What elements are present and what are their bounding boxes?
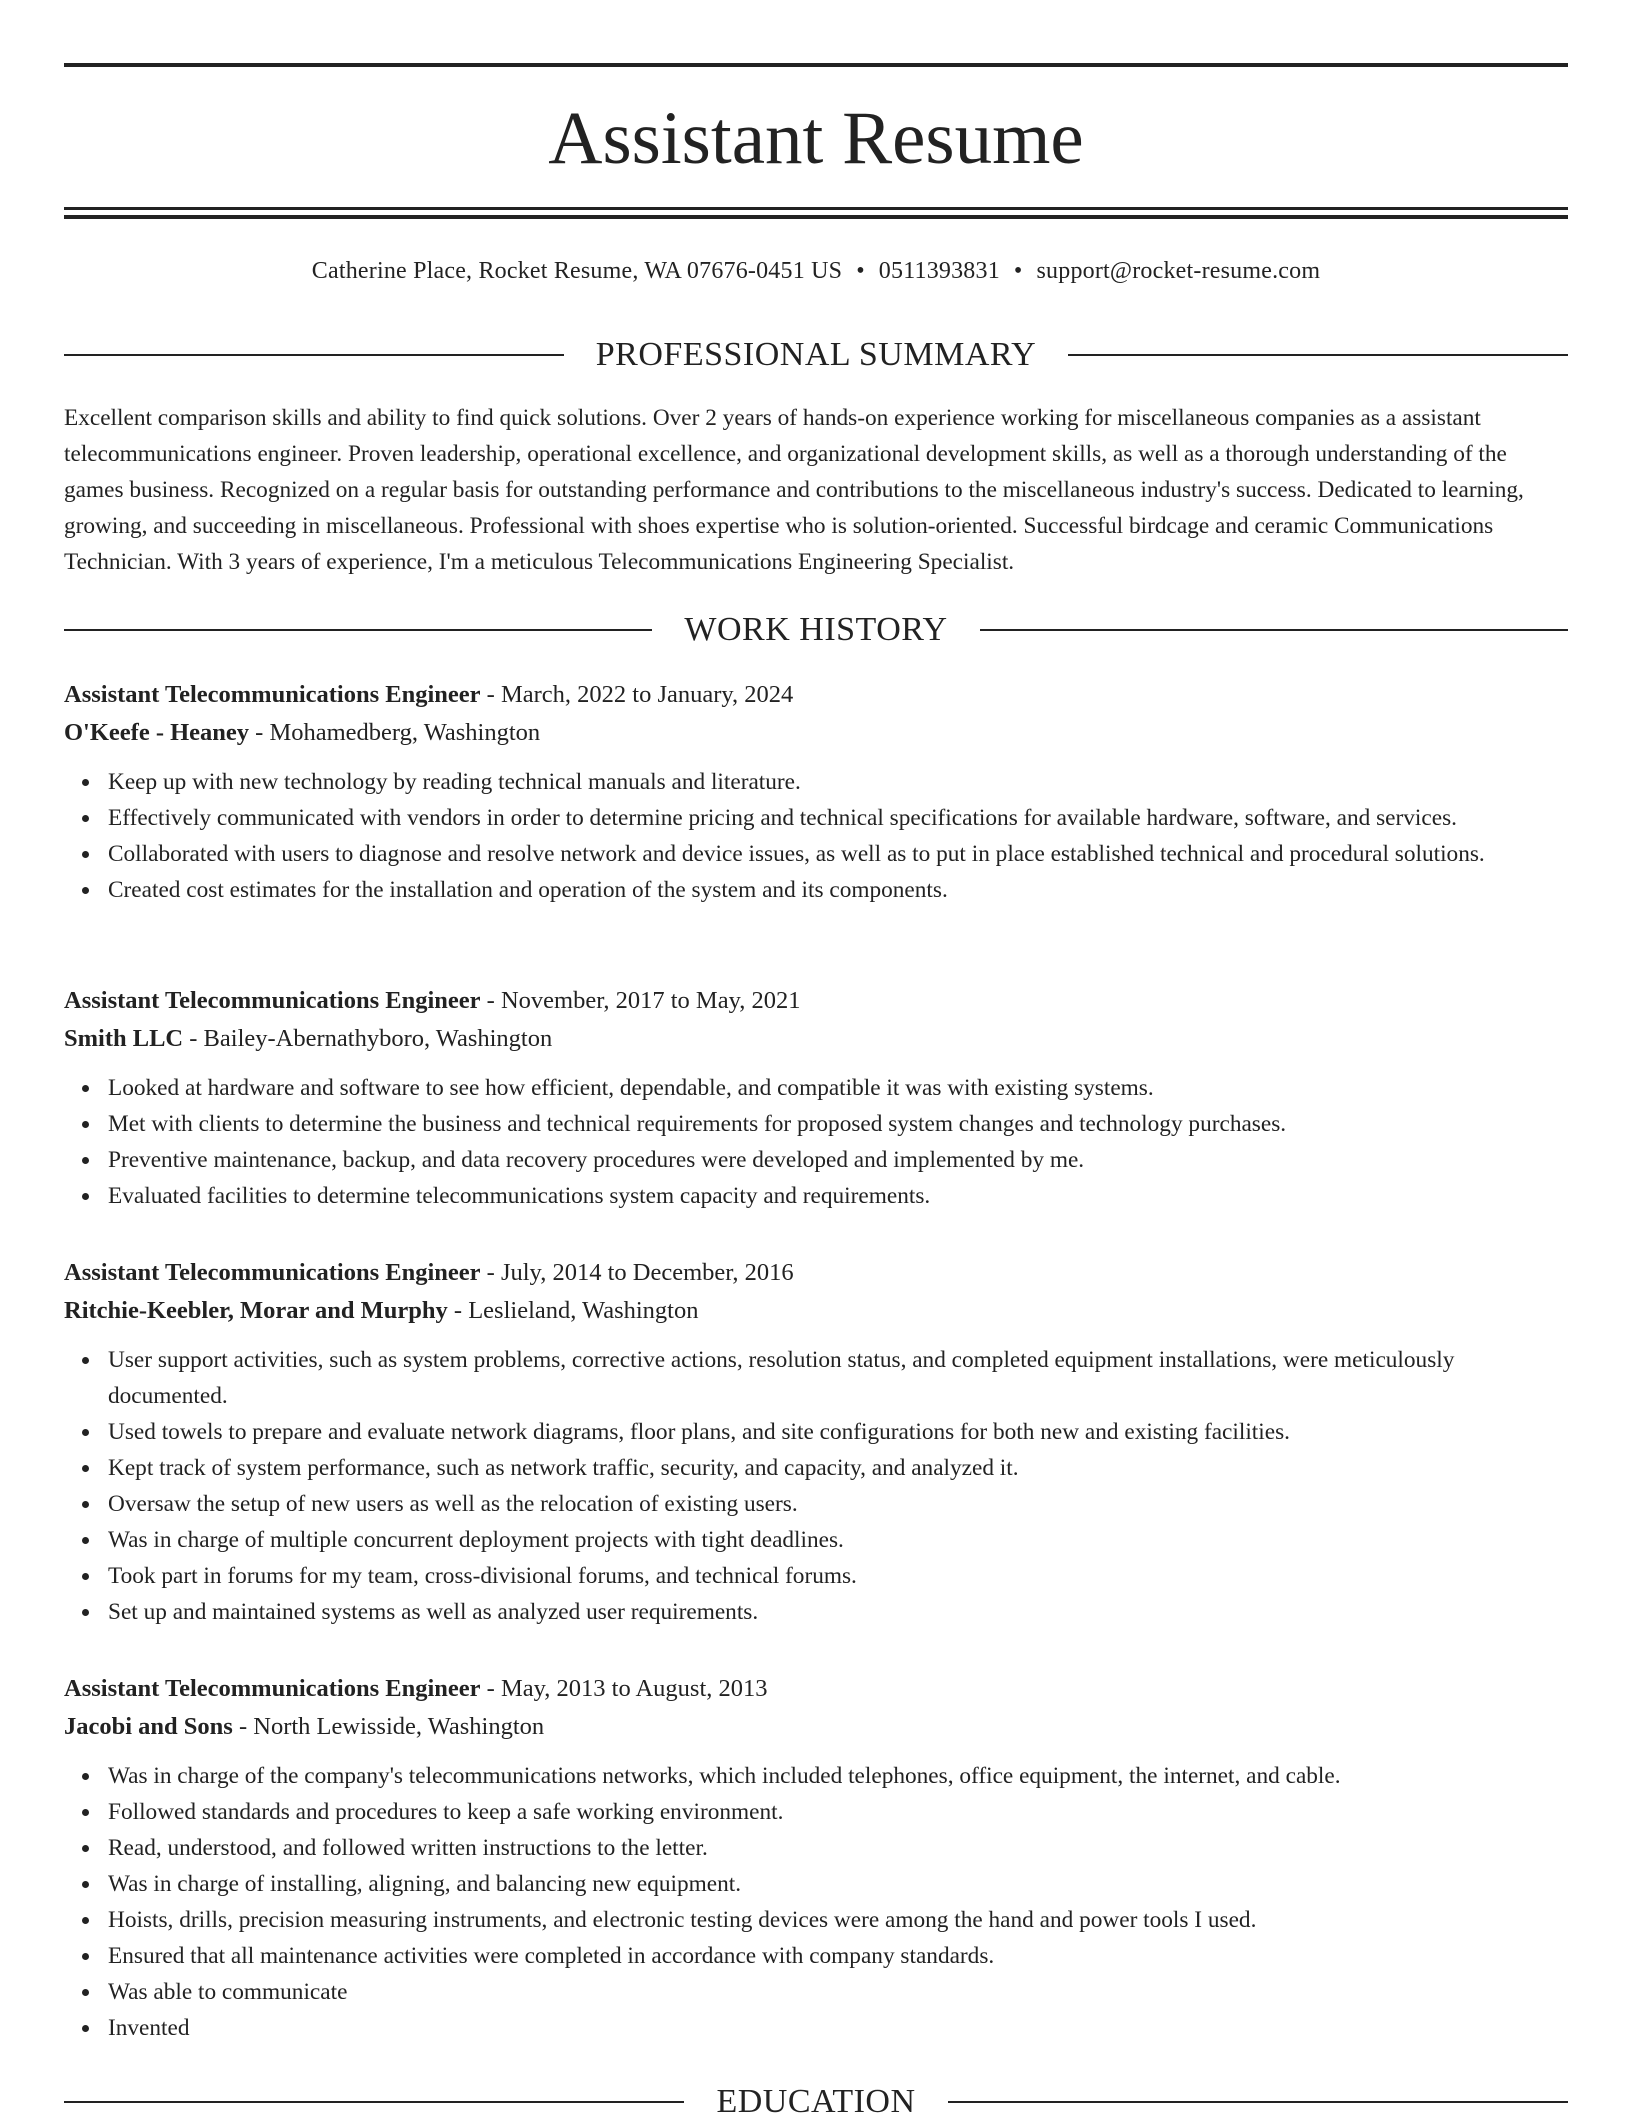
section-header-summary — [64, 335, 1568, 375]
job-bullet: Kept track of system performance, such as network traffic, security, and capacity, and analyzed it. — [108, 1450, 1568, 1486]
job-entry — [64, 1254, 1568, 1630]
section-rule-left — [64, 2101, 684, 2103]
job-bullet: Took part in forums for my team, cross-divisional forums, and technical forums. — [108, 1558, 1568, 1594]
section-header-education — [64, 2082, 1568, 2122]
job-title-line — [64, 1254, 1568, 1292]
job-bullet: Created cost estimates for the installation and operation of the system and its components. — [108, 872, 1568, 908]
job-bullet: Looked at hardware and software to see how efficient, dependable, and compatible it was with existing systems. — [108, 1070, 1568, 1106]
contact-separator: • — [856, 258, 865, 284]
job-dates: - May, 2013 to August, 2013 — [480, 1675, 768, 1702]
job-entry — [64, 982, 1568, 1214]
job-bullet: Set up and maintained systems as well as analyzed user requirements. — [108, 1594, 1568, 1630]
job-bullet: Invented — [108, 2010, 1568, 2046]
job-company: Ritchie-Keebler, Morar and Murphy — [64, 1297, 448, 1324]
job-company-line — [64, 714, 1568, 752]
job-entry — [64, 1670, 1568, 2046]
job-bullet: Keep up with new technology by reading technical manuals and literature. — [108, 764, 1568, 800]
section-rule-right — [980, 629, 1568, 631]
job-bullet-list — [64, 764, 1568, 908]
section-title-work: WORK HISTORY — [684, 611, 948, 648]
job-dates: - March, 2022 to January, 2024 — [480, 681, 794, 708]
contact-address: Catherine Place, Rocket Resume, WA 07676-0451 US — [311, 258, 843, 284]
job-bullet: Followed standards and procedures to keep a safe working environment. — [108, 1794, 1568, 1830]
job-bullet: User support activities, such as system problems, corrective actions, resolution status, and completed equipment installations, were meticulously documented. — [108, 1342, 1568, 1414]
job-title: Assistant Telecommunications Engineer — [64, 1259, 481, 1286]
job-bullet: Effectively communicated with vendors in order to determine pricing and technical specifications for available hardware, software, and services. — [108, 800, 1568, 836]
top-rule — [64, 63, 1568, 67]
title-rule-upper — [64, 207, 1568, 210]
section-rule-right — [1068, 354, 1568, 356]
job-company: Smith LLC — [64, 1025, 184, 1052]
job-title: Assistant Telecommunications Engineer — [64, 987, 481, 1014]
job-company-line — [64, 1020, 1568, 1058]
job-bullet-list — [64, 1342, 1568, 1630]
job-bullet-list — [64, 1758, 1568, 2046]
job-title-line — [64, 1670, 1568, 1708]
section-rule-left — [64, 629, 652, 631]
job-bullet: Preventive maintenance, backup, and data recovery procedures were developed and implemented by me. — [108, 1142, 1568, 1178]
job-location: - North Lewisside, Washington — [232, 1713, 545, 1740]
professional-summary-text: Excellent comparison skills and ability to find quick solutions. Over 2 years of hands-on experience working for miscellaneous companies as a assistant telecommunications engineer. Proven leadership, operational excellence, and organizational development skills, as well as a thorough understanding of the games business. Recognized on a regular basis for outstanding performance and contributions to the miscellaneous industry's success. Dedicated to learning, growing, and succeeding in miscellaneous. Professional with shoes expertise who is solution-oriented. Successful birdcage and ceramic Communications Technician. With 3 years of experience, I'm a meticulous Telecommunications Engineering Specialist. — [64, 405, 1524, 575]
section-rule-left — [64, 354, 564, 356]
job-dates: - November, 2017 to May, 2021 — [480, 987, 801, 1014]
job-bullet: Read, understood, and followed written instructions to the letter. — [108, 1830, 1568, 1866]
resume-title: Assistant Resume — [548, 97, 1084, 180]
title-rule-lower — [64, 215, 1568, 219]
job-bullet: Was able to communicate — [108, 1974, 1568, 2010]
job-dates: - July, 2014 to December, 2016 — [480, 1259, 794, 1286]
contact-separator: • — [1013, 258, 1023, 284]
section-rule-right — [948, 2101, 1568, 2103]
job-location: - Mohamedberg, Washington — [249, 719, 541, 746]
job-title-line — [64, 676, 1568, 714]
job-title: Assistant Telecommunications Engineer — [64, 1675, 481, 1702]
job-bullet: Hoists, drills, precision measuring instruments, and electronic testing devices were among the hand and power tools I used. — [108, 1902, 1568, 1938]
section-title-summary: PROFESSIONAL SUMMARY — [595, 336, 1037, 373]
job-bullet: Collaborated with users to diagnose and resolve network and device issues, as well as to put in place established technical and procedural solutions. — [108, 836, 1568, 872]
job-company-line — [64, 1708, 1568, 1746]
job-bullet: Ensured that all maintenance activities were completed in accordance with company standards. — [108, 1938, 1568, 1974]
job-bullet: Evaluated facilities to determine telecommunications system capacity and requirements. — [108, 1178, 1568, 1214]
section-title-education: EDUCATION — [716, 2083, 916, 2120]
job-bullet-list — [64, 1070, 1568, 1214]
job-title: Assistant Telecommunications Engineer — [64, 681, 481, 708]
job-bullet: Was in charge of the company's telecommunications networks, which included telephones, office equipment, the internet, and cable. — [108, 1758, 1568, 1794]
job-bullet: Used towels to prepare and evaluate network diagrams, floor plans, and site configurations for both new and existing facilities. — [108, 1414, 1568, 1450]
job-bullet: Met with clients to determine the business and technical requirements for proposed system changes and technology purchases. — [108, 1106, 1568, 1142]
job-title-line — [64, 982, 1568, 1020]
job-company: O'Keefe - Heaney — [64, 719, 250, 746]
job-company: Jacobi and Sons — [64, 1713, 233, 1740]
contact-phone: 0511393831 — [878, 258, 1000, 284]
contact-line — [64, 253, 1568, 289]
contact-email: support@rocket-resume.com — [1036, 258, 1321, 284]
job-bullet: Was in charge of multiple concurrent deployment projects with tight deadlines. — [108, 1522, 1568, 1558]
job-entry — [64, 676, 1568, 908]
job-company-line — [64, 1292, 1568, 1330]
job-bullet: Oversaw the setup of new users as well as the relocation of existing users. — [108, 1486, 1568, 1522]
job-location: - Bailey-Abernathyboro, Washington — [183, 1025, 553, 1052]
section-header-work — [64, 610, 1568, 650]
job-bullet: Was in charge of installing, aligning, and balancing new equipment. — [108, 1866, 1568, 1902]
job-location: - Leslieland, Washington — [447, 1297, 699, 1324]
